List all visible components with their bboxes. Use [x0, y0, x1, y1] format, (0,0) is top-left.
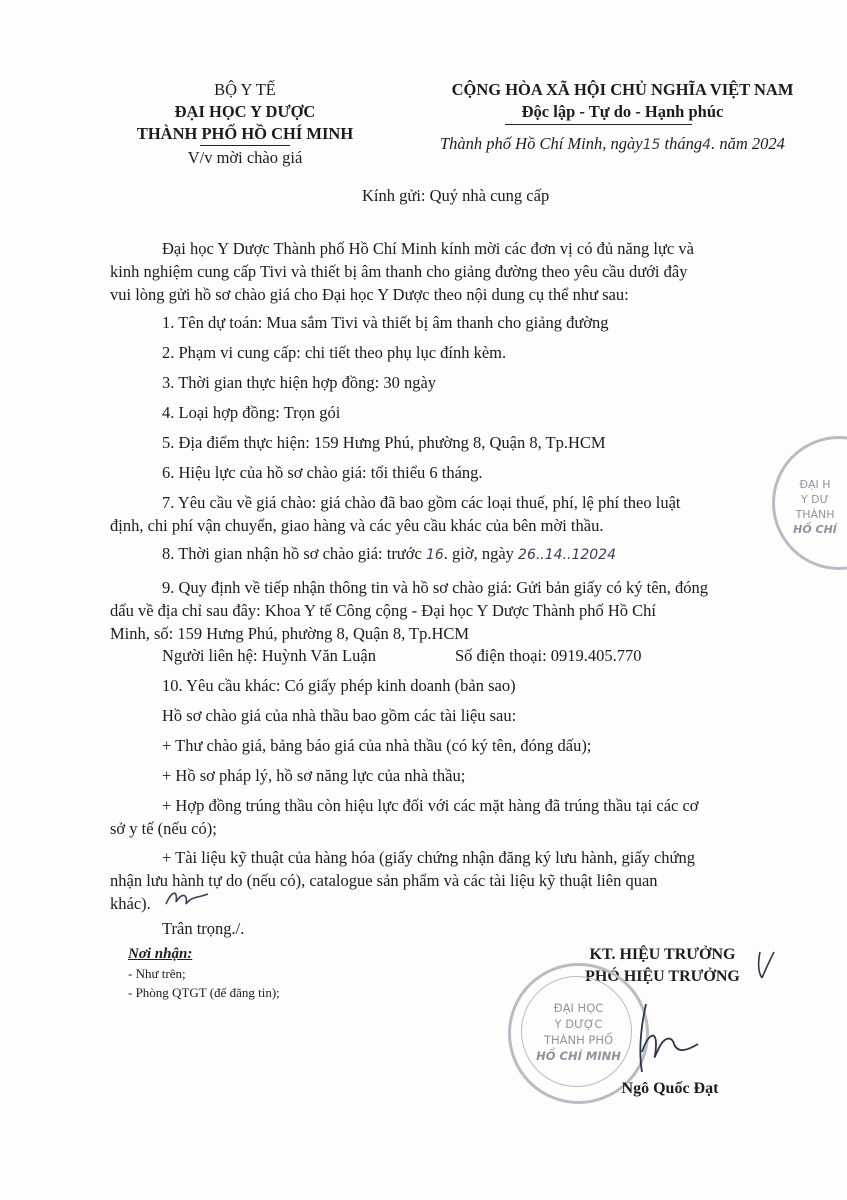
signature-title-1: KT. HIỆU TRƯỞNG [589, 946, 736, 963]
list-item: 1. Tên dự toán: Mua sắm Tivi và thiết bị âm thanh cho giảng đường [162, 313, 609, 332]
recipient-item: - Phòng QTGT (để đăng tin); [128, 985, 280, 1000]
list-item: 5. Địa điểm thực hiện: 159 Hưng Phú, phường 8, Quận 8, Tp.HCM [162, 433, 606, 452]
doc-item: + Thư chào giá, bảng báo giá của nhà thầu (có ký tên, đóng dấu); [162, 736, 592, 755]
doc-item-line: khác). [110, 894, 151, 913]
side-stamp-text: ĐẠI H [799, 478, 831, 491]
item-7 [110, 491, 681, 537]
docs-intro: Hồ sơ chào giá của nhà thầu bao gồm các tài liệu sau: [162, 706, 517, 725]
university-name-line2: THÀNH PHỐ HỒ CHÍ MINH [136, 124, 354, 143]
stamp-text: Y DƯỢC [554, 1017, 603, 1031]
subject-line: V/v mời chào giá [187, 148, 303, 167]
list-item: 4. Loại hợp đồng: Trọn gói [162, 403, 341, 422]
doc-item-line: + Tài liệu kỹ thuật của hàng hóa (giấy chứng nhận đăng ký lưu hành, giấy chứng [162, 848, 695, 867]
handwritten-signature [612, 992, 702, 1082]
university-name-line1: ĐẠI HỌC Y DƯỢC [174, 102, 316, 121]
doc-item-line: + Hợp đồng trúng thầu còn hiệu lực đối với các mặt hàng đã trúng thầu tại các cơ [162, 796, 699, 815]
header-left-divider [200, 145, 290, 146]
signature-title-2: PHÓ HIỆU TRƯỞNG [585, 968, 740, 985]
date-line [440, 133, 820, 156]
item-8 [162, 542, 616, 567]
side-stamp-text: HỒ CHÍ [793, 523, 837, 536]
item-9 [110, 576, 708, 645]
item-9-line: 9. Quy định về tiếp nhận thông tin và hồ sơ chào giá: Gửi bản giấy có ký tên, đóng [162, 578, 709, 597]
month-prefix: tháng [664, 134, 703, 153]
handwritten-deadline-date: 26..14..12024 [518, 547, 616, 563]
contact-phone: Số điện thoại: 0919.405.770 [455, 646, 642, 665]
date-prefix: Thành phố Hồ Chí Minh, ngày [440, 134, 643, 153]
year-text: . năm 2024 [711, 134, 785, 153]
stamp-text: HỒ CHÍ MINH [536, 1049, 621, 1063]
closing: Trân trọng./. [162, 919, 245, 938]
item-7-line: 7. Yêu cầu về giá chào: giá chào đã bao gồm các loại thuế, phí, lệ phí theo luật [162, 493, 681, 512]
item-8-mid: . giờ, ngày [443, 544, 514, 563]
intro-line: Đại học Y Dược Thành phố Hồ Chí Minh kính mời các đơn vị có đủ năng lực và [162, 239, 694, 258]
doc-item-line: sở y tế (nếu có); [110, 819, 217, 838]
recipients-block [128, 944, 280, 1002]
item-list [162, 311, 609, 491]
item-7-line: định, chi phí vận chuyển, giao hàng và các yêu cầu khác của bên mời thầu. [110, 516, 604, 535]
handwritten-month: 4 [702, 137, 712, 153]
recipients-title: Nơi nhận: [128, 946, 193, 962]
side-stamp-text: THÀNH [795, 508, 835, 521]
intro-paragraph [110, 237, 790, 306]
header-left [130, 79, 360, 145]
intro-line: vui lòng gửi hồ sơ chào giá cho Đại học Y Dược theo nội dung cụ thể như sau: [110, 285, 629, 304]
nation-title: CỘNG HÒA XÃ HỘI CHỦ NGHĨA VIỆT NAM [451, 80, 794, 99]
stamp-text: ĐẠI HỌC [553, 1001, 604, 1015]
contact-person: Người liên hệ: Huỳnh Văn Luận [162, 646, 376, 665]
doc-item: + Hồ sơ pháp lý, hồ sơ năng lực của nhà thầu; [162, 766, 466, 785]
list-item: 2. Phạm vi cung cấp: chi tiết theo phụ lục đính kèm. [162, 343, 507, 362]
item-9-line: dấu về địa chỉ sau đây: Khoa Y tế Công cộng - Đại học Y Dược Thành phố Hồ Chí [110, 601, 657, 620]
initials-scribble [162, 886, 212, 912]
signer-name: Ngô Quốc Đạt [621, 1080, 719, 1097]
handwritten-hour: 16 [425, 547, 444, 563]
item-9-line: Minh, số: 159 Hưng Phú, phường 8, Quận 8, Tp.HCM [110, 624, 470, 643]
stamp-text: THÀNH PHỐ [543, 1033, 614, 1047]
item-8-prefix: 8. Thời gian nhận hồ sơ chào giá: trước [162, 544, 422, 563]
intro-line: kinh nghiệm cung cấp Tivi và thiết bị âm thanh cho giảng đường theo yêu cầu dưới đây [110, 262, 688, 281]
nation-motto: Độc lập - Tự do - Hạnh phúc [521, 102, 724, 121]
side-stamp [772, 436, 847, 570]
ministry-name: BỘ Y TẾ [214, 80, 276, 99]
side-stamp-text: Y DƯ [800, 493, 830, 506]
doc-item-line: nhận lưu hành tự do (nếu có), catalogue sản phẩm và các tài liệu kỹ thuật liên quan [110, 871, 658, 890]
signature-initial-mark [752, 948, 778, 982]
item-10: 10. Yêu cầu khác: Có giấy phép kinh doanh (bản sao) [162, 676, 516, 695]
list-item: 6. Hiệu lực của hồ sơ chào giá: tối thiểu 6 tháng. [162, 463, 483, 482]
handwritten-day: 15 [642, 137, 661, 153]
motto-underline [505, 124, 692, 125]
recipient-item: - Như trên; [128, 966, 186, 981]
list-item: 3. Thời gian thực hiện hợp đồng: 30 ngày [162, 373, 437, 392]
greeting: Kính gửi: Quý nhà cung cấp [362, 186, 550, 205]
doc-item [110, 794, 699, 840]
